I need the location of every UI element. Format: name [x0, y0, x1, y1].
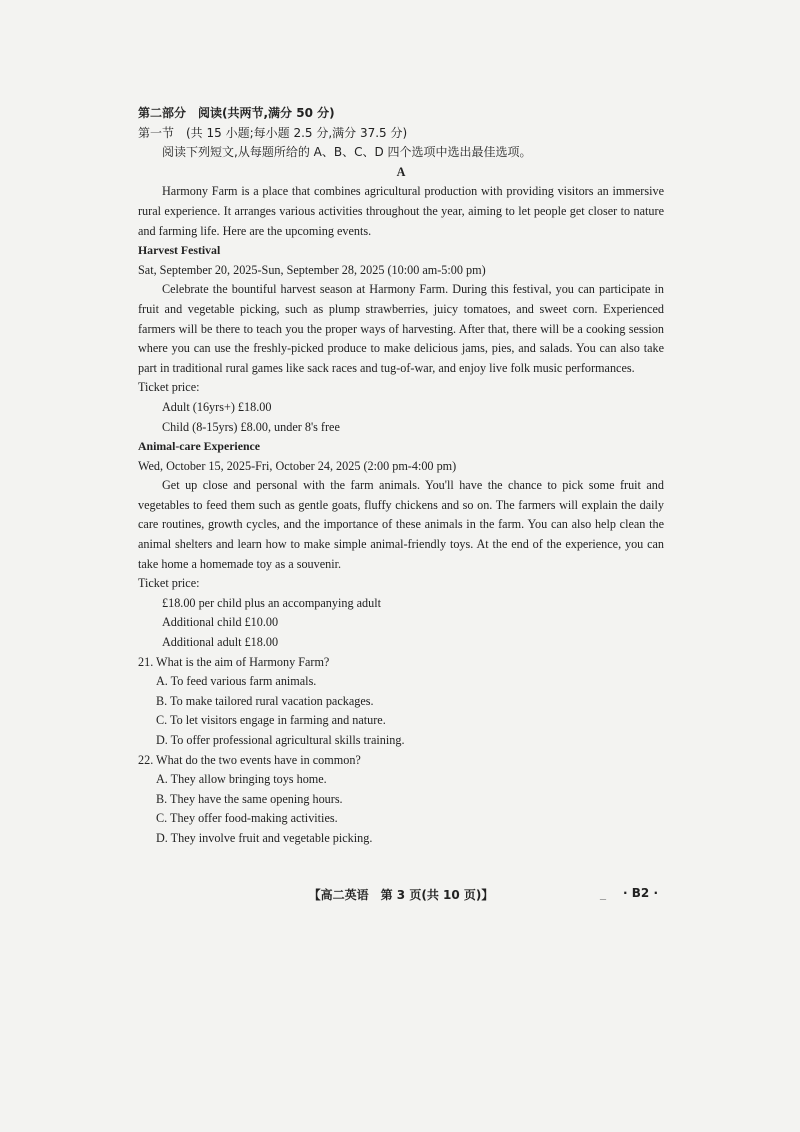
option-22-c: C. They offer food-making activities. [156, 811, 338, 826]
price-line: Child (8-15yrs) £8.00, under 8's free [162, 419, 340, 434]
ticket-price-label-animal-care: Ticket price: [138, 576, 200, 591]
page-content [138, 104, 664, 849]
option-21-b: B. To make tailored rural vacation packages. [156, 693, 374, 708]
option-21-d: D. To offer professional agricultural skills training. [156, 733, 405, 747]
part-title: 第二部分 阅读(共两节,满分 50 分) [138, 106, 335, 120]
event-title-animal-care: Animal-care Experience [138, 439, 260, 454]
ticket-price-label-harvest: Ticket price: [138, 380, 200, 395]
price-line: Additional child £10.00 [162, 615, 279, 630]
price-line: £18.00 per child plus an accompanying adult [162, 595, 381, 610]
option-21-c: C. To let visitors engage in farming and nature. [156, 713, 386, 728]
page-footer [138, 886, 664, 906]
event-title-harvest: Harvest Festival [138, 243, 221, 258]
passage-label: A [396, 164, 406, 179]
instruction: 阅读下列短文,从每题所给的 A、B、C、D 四个选项中选出最佳选项。 [162, 145, 532, 160]
price-line: Additional adult £18.00 [162, 635, 279, 650]
price-line: Adult (16yrs+) £18.00 [162, 399, 272, 414]
option-22-d: D. They involve fruit and vegetable picking. [156, 830, 373, 845]
paper-code: · B2 · [623, 886, 658, 900]
event-date-animal-care: Wed, October 15, 2025-Fri, October 24, 2025 (2:00 pm-4:00 pm) [138, 458, 457, 473]
event-description-harvest: Celebrate the bountiful harvest season at Harmony Farm. During this festival, you can participate in fruit and vegetable picking, such as plump strawberries, juicy tomatoes, and sweet corn. Experienced farmers will be there to teach you the proper ways of harvesting. After that, there will be a cooking session where you can use the freshly-picked produce to make delicious jams, pies, and salads. You can also take part in traditional rural games like sack races and tug-of-war, and enjoy live folk music performances. [138, 282, 664, 375]
question-22: 22. What do the two events have in common? [138, 752, 361, 767]
option-22-b: B. They have the same opening hours. [156, 791, 343, 806]
section-title: 第一节 (共 15 小题;每小题 2.5 分,满分 37.5 分) [138, 125, 408, 140]
page-number-label: 【高二英语 第 3 页(共 10 页)】 [308, 888, 494, 902]
passage-intro: Harmony Farm is a place that combines agricultural production with providing visitors an immersive rural experience. It arranges various activities throughout the year, aiming to let people get closer to nature and farming life. Here are the upcoming events. [138, 184, 664, 238]
event-date-harvest: Sat, September 20, 2025-Sun, September 28, 2025 (10:00 am-5:00 pm) [138, 262, 486, 277]
footer-dash: _ [600, 886, 606, 900]
option-22-a: A. They allow bringing toys home. [156, 772, 327, 787]
question-21: 21. What is the aim of Harmony Farm? [138, 654, 330, 669]
event-description-animal-care: Get up close and personal with the farm animals. You'll have the chance to pick some fruit and vegetables to feed them such as gentle goats, fluffy chickens and so on. The farmers will explain the daily care routines, growth cycles, and the importance of these animals in the farm. You can also help clean the animal shelters and learn how to make simple animal-friendly toys. At the end of the experience, you can take home a homemade toy as a souvenir. [138, 478, 664, 571]
option-21-a: A. To feed various farm animals. [156, 674, 317, 689]
